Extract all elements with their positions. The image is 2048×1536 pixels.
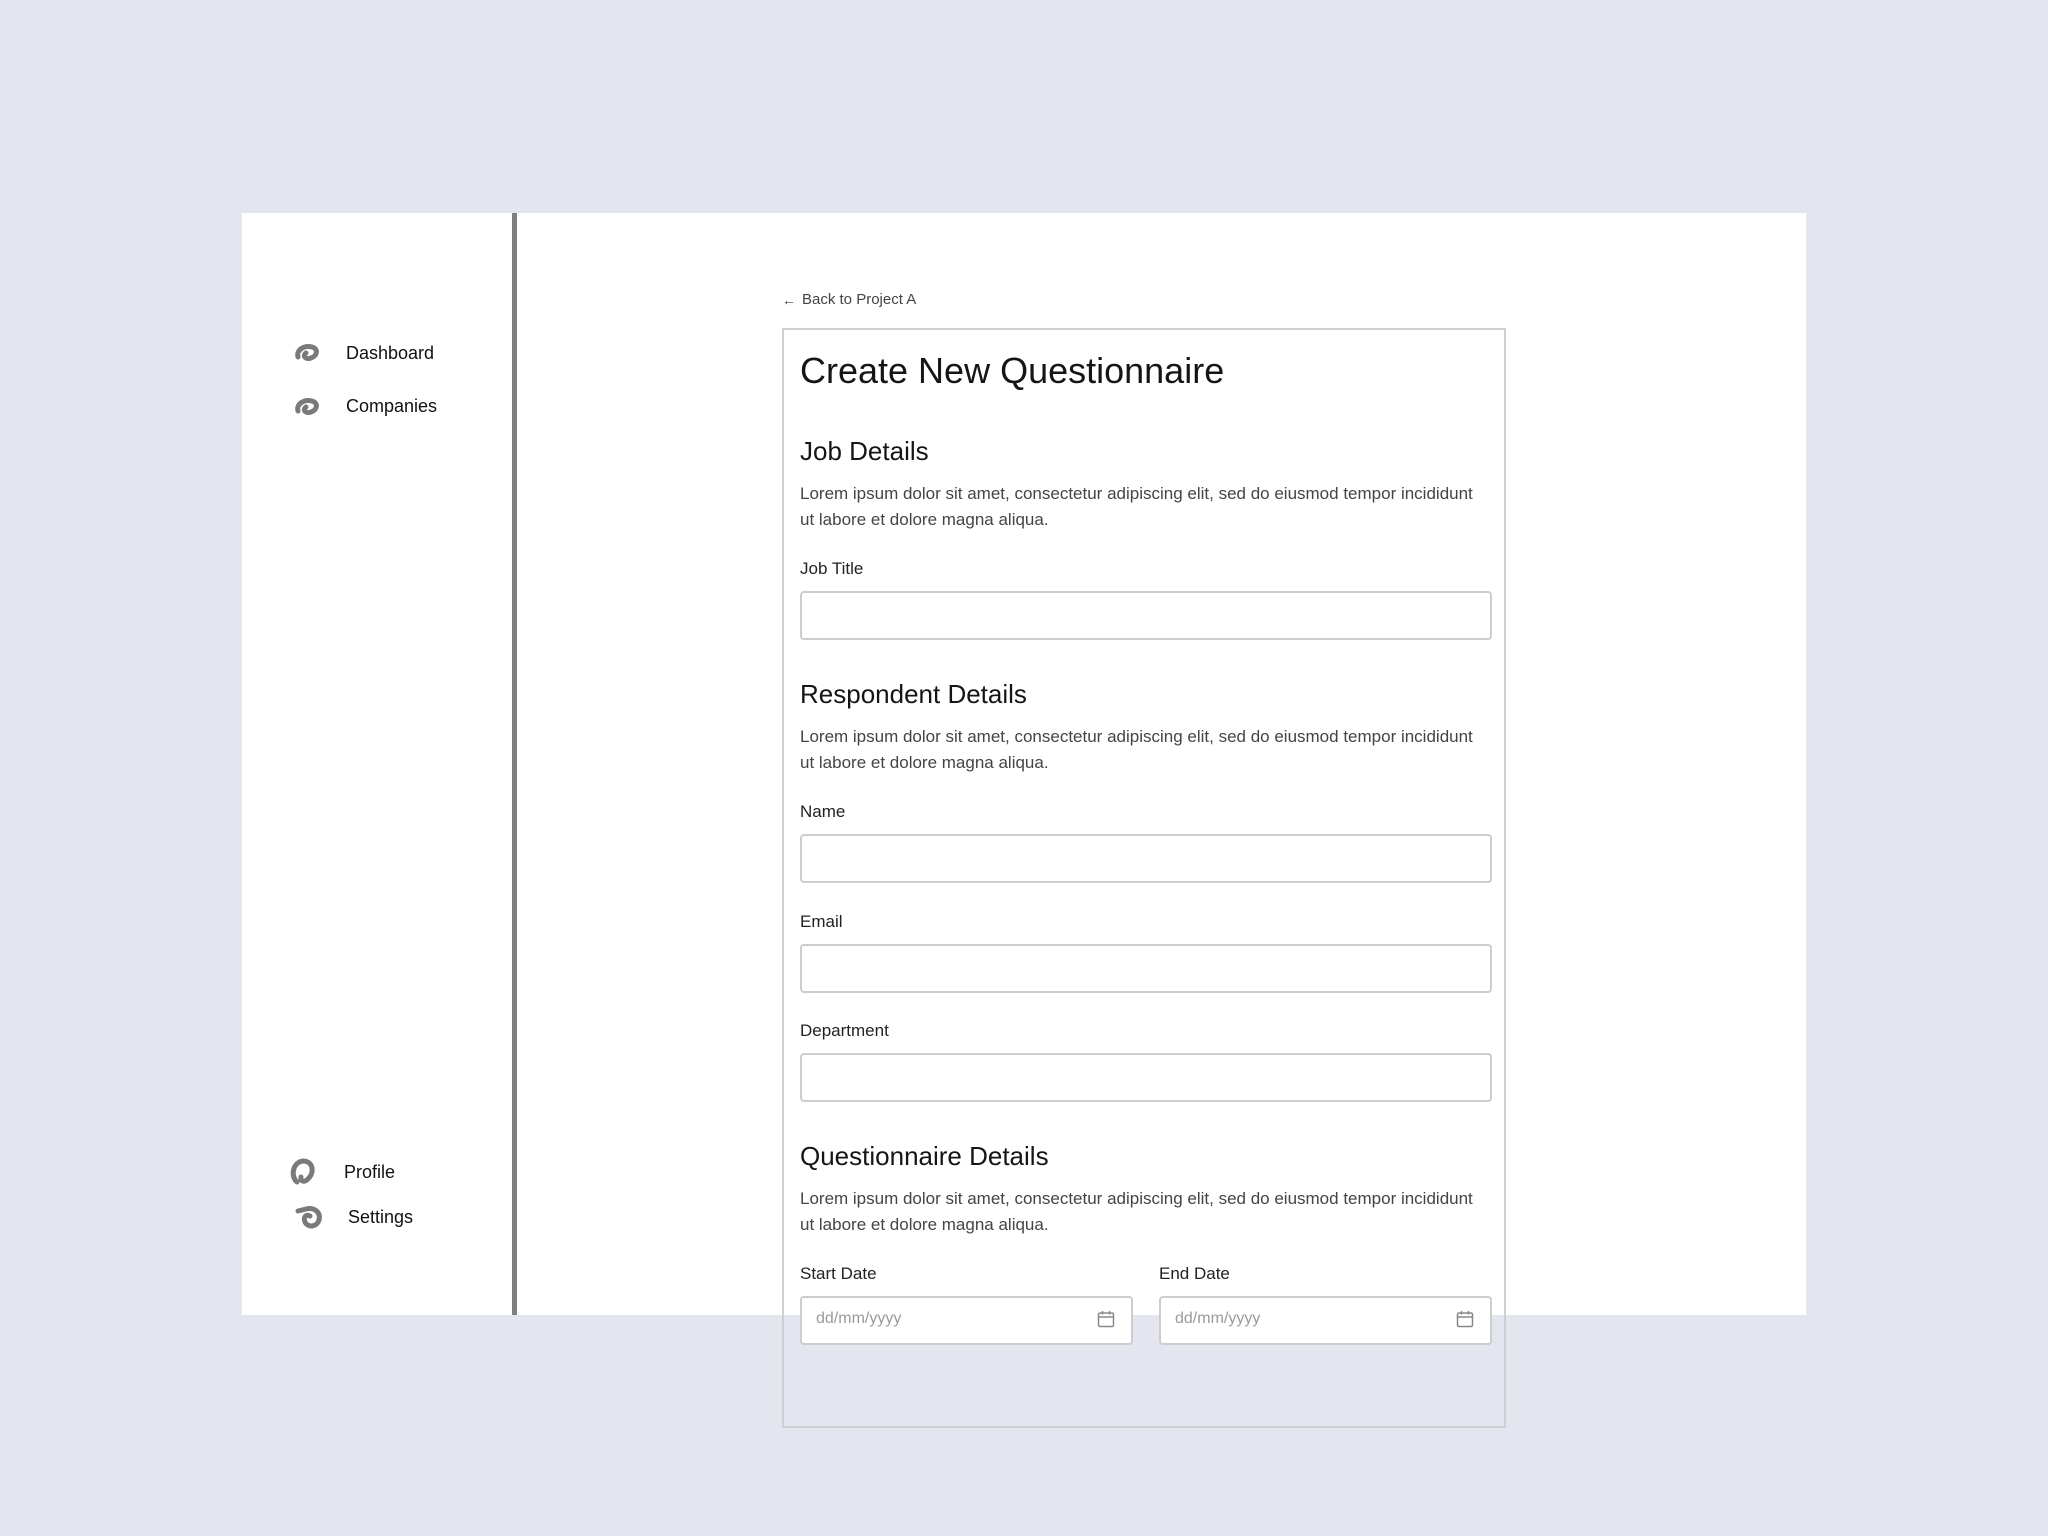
- section-description: Lorem ipsum dolor sit amet, consectetur adipiscing elit, sed do eiusmod tempor incididunt ut labore et dolore magna aliqua.: [800, 727, 1473, 772]
- section-description: Lorem ipsum dolor sit amet, consectetur adipiscing elit, sed do eiusmod tempor incididunt ut labore et dolore magna aliqua.: [800, 1189, 1473, 1234]
- section-title-job-details: Job Details: [800, 436, 929, 466]
- back-link-label: Back to Project A: [802, 291, 917, 308]
- sidebar-item-label: Dashboard: [346, 342, 435, 363]
- sidebar-item-dashboard[interactable]: [292, 338, 434, 368]
- back-link[interactable]: [782, 291, 916, 308]
- section-title-respondent-details: Respondent Details: [800, 679, 1027, 709]
- start-date-label: Start Date: [800, 1264, 877, 1283]
- sidebar-item-label: Companies: [346, 395, 438, 416]
- sidebar-item-profile[interactable]: [287, 1157, 395, 1187]
- job-title-label: Job Title: [800, 559, 864, 578]
- ring-icon: [287, 1156, 319, 1188]
- main-content: [517, 213, 1806, 1327]
- sidebar-item-companies[interactable]: [292, 391, 437, 421]
- email-input[interactable]: [800, 944, 1492, 993]
- name-input[interactable]: [800, 834, 1492, 883]
- blob-icon: [292, 391, 322, 421]
- section-description: Lorem ipsum dolor sit amet, consectetur adipiscing elit, sed do eiusmod tempor incididunt ut labore et dolore magna aliqua.: [800, 484, 1473, 529]
- name-label: Name: [800, 802, 846, 821]
- job-title-input[interactable]: [800, 591, 1492, 640]
- start-date-placeholder: dd/mm/yyyy: [816, 1310, 902, 1327]
- end-date-label: End Date: [1159, 1264, 1230, 1283]
- page-title: Create New Questionnaire: [800, 350, 1225, 391]
- end-date-input[interactable]: [1159, 1296, 1492, 1345]
- sidebar-item-label: Settings: [348, 1206, 414, 1227]
- sidebar: [242, 213, 512, 1315]
- section-title-questionnaire-details: Questionnaire Details: [800, 1141, 1049, 1171]
- email-label: Email: [800, 912, 843, 931]
- department-label: Department: [800, 1021, 889, 1040]
- blob-icon: [292, 338, 322, 368]
- gear-blob-icon: [294, 1202, 324, 1232]
- sidebar-item-settings[interactable]: [294, 1202, 413, 1232]
- end-date-placeholder: dd/mm/yyyy: [1175, 1310, 1261, 1327]
- department-input[interactable]: [800, 1053, 1492, 1102]
- sidebar-item-label: Profile: [344, 1161, 396, 1182]
- questionnaire-form: [782, 328, 1506, 1428]
- arrow-left-icon: ←: [782, 291, 796, 308]
- app-window: [242, 213, 1806, 1327]
- start-date-input[interactable]: [800, 1296, 1133, 1345]
- calendar-icon[interactable]: [1456, 1310, 1474, 1328]
- calendar-icon[interactable]: [1097, 1310, 1115, 1328]
